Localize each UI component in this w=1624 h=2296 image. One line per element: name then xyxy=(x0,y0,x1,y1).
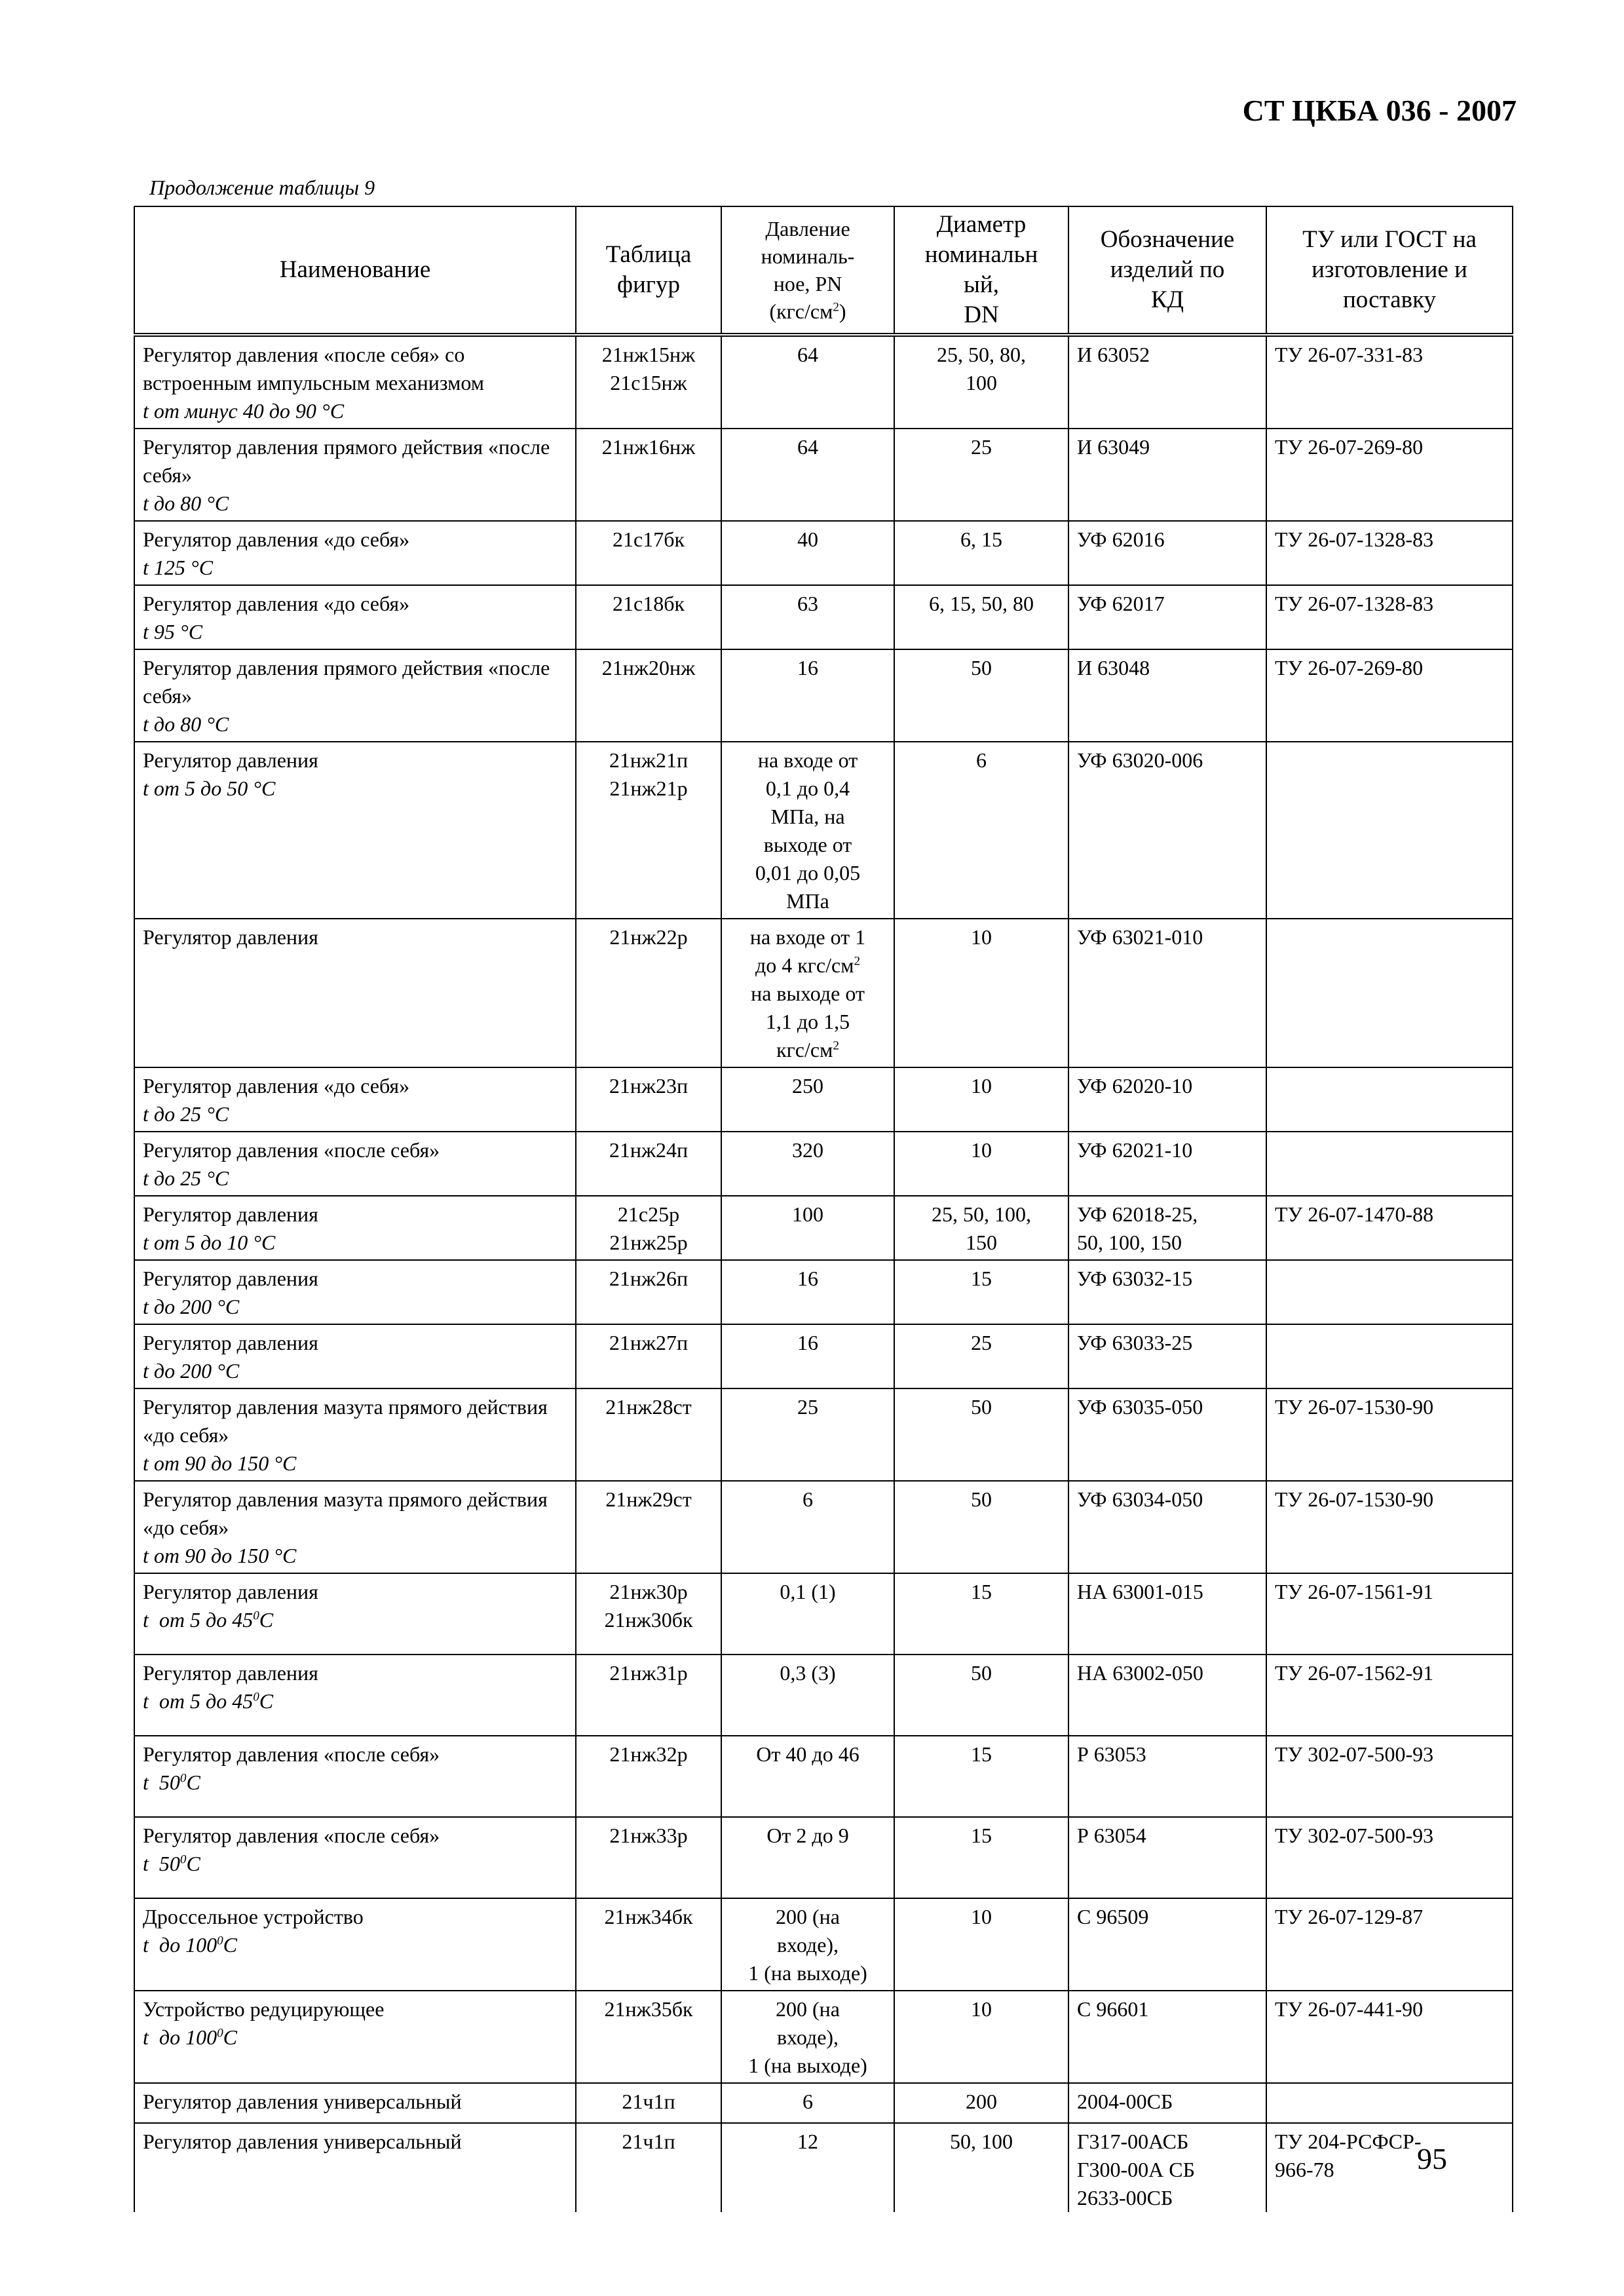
cell-pressure: 12 xyxy=(721,2123,894,2212)
cell-diameter: 15 xyxy=(894,1736,1068,1817)
cell-name: Регулятор давления прямого действия «после себя» t до 80 °C xyxy=(134,649,576,742)
cell-figures: 21нж30р 21нж30бк xyxy=(576,1573,721,1655)
cell-name: Устройство редуцирующее t до $100^0C$ xyxy=(134,1991,576,2083)
cell-pressure: 100 xyxy=(721,1196,894,1260)
cell-standard: ТУ 26-07-269-80 xyxy=(1266,429,1513,521)
cell-pressure: 64 xyxy=(721,429,894,521)
cell-standard: ТУ 302-07-500-93 xyxy=(1266,1736,1513,1817)
cell-designation: Р 63053 xyxy=(1068,1736,1266,1817)
table-caption: Продолжение таблицы 9 xyxy=(149,176,375,199)
cell-standard xyxy=(1266,742,1513,919)
cell-name: Регулятор давления «после себя» со встроенным импульсным механизмом t от минус 40 до 90 °C xyxy=(134,335,576,429)
header-pressure: Давление номиналь- ное, PN $(кгс/см^2)$ xyxy=(721,206,894,335)
cell-figures: 21нж23п xyxy=(576,1067,721,1132)
cell-diameter: 50 xyxy=(894,1388,1068,1481)
cell-standard: ТУ 26-07-129-87 xyxy=(1266,1898,1513,1991)
table-row xyxy=(134,335,1513,429)
cell-figures: 21нж33р xyxy=(576,1817,721,1898)
cell-standard: ТУ 26-07-1530-90 xyxy=(1266,1481,1513,1573)
cell-designation: И 63052 xyxy=(1068,335,1266,429)
cell-standard: ТУ 26-07-331-83 xyxy=(1266,335,1513,429)
cell-figures: 21нж21п 21нж21р xyxy=(576,742,721,919)
cell-name: Регулятор давления «до себя» t 125 °C xyxy=(134,521,576,585)
cell-figures: 21нж29ст xyxy=(576,1481,721,1573)
cell-standard: ТУ 26-07-1470-88 xyxy=(1266,1196,1513,1260)
cell-diameter: 50 xyxy=(894,1655,1068,1736)
table-row xyxy=(134,1736,1513,1817)
cell-standard xyxy=(1266,919,1513,1067)
cell-pressure: на входе от 1 до 4 кгс/$см^2$ на выходе от 1,1 до 1,5 кгс/$см^2$ xyxy=(721,919,894,1067)
cell-figures: 21ч1п xyxy=(576,2083,721,2123)
cell-pressure: 200 (на входе), 1 (на выходе) xyxy=(721,1991,894,2083)
table-row xyxy=(134,521,1513,585)
cell-name: Регулятор давления «после себя» t $50^0C$ xyxy=(134,1817,576,1898)
cell-diameter: 15 xyxy=(894,1573,1068,1655)
cell-pressure: 320 xyxy=(721,1132,894,1196)
cell-name: Регулятор давления «после себя» t $50^0C$ xyxy=(134,1736,576,1817)
cell-pressure: 64 xyxy=(721,335,894,429)
cell-pressure: 63 xyxy=(721,585,894,649)
table-row xyxy=(134,1388,1513,1481)
table-row xyxy=(134,1898,1513,1991)
table-row xyxy=(134,1573,1513,1655)
cell-name: Регулятор давления t от 5 до 10 °C xyxy=(134,1196,576,1260)
cell-name: Регулятор давления универсальный xyxy=(134,2123,576,2212)
cell-designation: И 63049 xyxy=(1068,429,1266,521)
header-figures: Таблица фигур xyxy=(576,206,721,335)
cell-designation: УФ 62020-10 xyxy=(1068,1067,1266,1132)
table-row xyxy=(134,429,1513,521)
cell-pressure: 40 xyxy=(721,521,894,585)
cell-name: Регулятор давления t до 200 °C xyxy=(134,1324,576,1388)
cell-name: Регулятор давления мазута прямого действия «до себя» t от 90 до 150 °C xyxy=(134,1388,576,1481)
cell-standard: ТУ 26-07-1530-90 xyxy=(1266,1388,1513,1481)
cell-pressure: 16 xyxy=(721,649,894,742)
table-row xyxy=(134,1817,1513,1898)
cell-name: Регулятор давления t от 5 до $45^0C$ xyxy=(134,1655,576,1736)
regulators-table xyxy=(134,206,1513,2212)
cell-name: Регулятор давления универсальный xyxy=(134,2083,576,2123)
table-row xyxy=(134,1067,1513,1132)
cell-diameter: 50 xyxy=(894,649,1068,742)
cell-figures: 21нж26п xyxy=(576,1260,721,1324)
table-row xyxy=(134,1196,1513,1260)
cell-pressure: на входе от 0,1 до 0,4 МПа, на выходе от 0,01 до 0,05 МПа xyxy=(721,742,894,919)
document-code: СТ ЦКБА 036 - 2007 xyxy=(1242,94,1517,127)
cell-diameter: 10 xyxy=(894,1132,1068,1196)
cell-designation: УФ 63034-050 xyxy=(1068,1481,1266,1573)
cell-designation: С 96509 xyxy=(1068,1898,1266,1991)
cell-diameter: 200 xyxy=(894,2083,1068,2123)
page-number: 95 xyxy=(1417,2142,1447,2175)
cell-designation: НА 63001-015 xyxy=(1068,1573,1266,1655)
cell-designation: УФ 63033-25 xyxy=(1068,1324,1266,1388)
cell-name: Дроссельное устройство t до $100^0C$ xyxy=(134,1898,576,1991)
table-row xyxy=(134,649,1513,742)
cell-figures: 21с25р 21нж25р xyxy=(576,1196,721,1260)
cell-standard xyxy=(1266,1260,1513,1324)
table-row xyxy=(134,1260,1513,1324)
cell-figures: 21нж22р xyxy=(576,919,721,1067)
cell-pressure: 16 xyxy=(721,1260,894,1324)
table-row xyxy=(134,1481,1513,1573)
table-row xyxy=(134,1132,1513,1196)
cell-standard: ТУ 26-07-441-90 xyxy=(1266,1991,1513,2083)
cell-diameter: 50, 100 xyxy=(894,2123,1068,2212)
cell-diameter: 10 xyxy=(894,1991,1068,2083)
cell-figures: 21ч1п xyxy=(576,2123,721,2212)
cell-figures: 21нж32р xyxy=(576,1736,721,1817)
cell-name: Регулятор давления t до 200 °C xyxy=(134,1260,576,1324)
cell-pressure: 200 (на входе), 1 (на выходе) xyxy=(721,1898,894,1991)
cell-standard xyxy=(1266,1067,1513,1132)
table-row xyxy=(134,1324,1513,1388)
cell-standard: ТУ 26-07-1562-91 xyxy=(1266,1655,1513,1736)
cell-figures: 21нж15нж 21с15нж xyxy=(576,335,721,429)
cell-name: Регулятор давления «до себя» t до 25 °C xyxy=(134,1067,576,1132)
cell-diameter: 25, 50, 100, 150 xyxy=(894,1196,1068,1260)
cell-designation: И 63048 xyxy=(1068,649,1266,742)
cell-pressure: От 40 до 46 xyxy=(721,1736,894,1817)
cell-name: Регулятор давления «до себя» t 95 °C xyxy=(134,585,576,649)
cell-diameter: 10 xyxy=(894,1898,1068,1991)
cell-designation: Р 63054 xyxy=(1068,1817,1266,1898)
cell-designation: УФ 63020-006 xyxy=(1068,742,1266,919)
cell-figures: 21нж35бк xyxy=(576,1991,721,2083)
cell-designation: УФ 63032-15 xyxy=(1068,1260,1266,1324)
cell-pressure: 25 xyxy=(721,1388,894,1481)
cell-standard: ТУ 26-07-269-80 xyxy=(1266,649,1513,742)
cell-pressure: 6 xyxy=(721,2083,894,2123)
cell-diameter: 15 xyxy=(894,1817,1068,1898)
cell-figures: 21нж34бк xyxy=(576,1898,721,1991)
cell-standard: ТУ 26-07-1561-91 xyxy=(1266,1573,1513,1655)
cell-designation: С 96601 xyxy=(1068,1991,1266,2083)
cell-pressure: 16 xyxy=(721,1324,894,1388)
cell-diameter: 10 xyxy=(894,1067,1068,1132)
cell-diameter: 25 xyxy=(894,1324,1068,1388)
table-row xyxy=(134,585,1513,649)
header-designation: Обозначение изделий по КД xyxy=(1068,206,1266,335)
cell-designation: Г317-00АСБ Г300-00А СБ 2633-00СБ xyxy=(1068,2123,1266,2212)
cell-standard: ТУ 26-07-1328-83 xyxy=(1266,585,1513,649)
cell-standard xyxy=(1266,2083,1513,2123)
cell-diameter: 25, 50, 80, 100 xyxy=(894,335,1068,429)
cell-designation: НА 63002-050 xyxy=(1068,1655,1266,1736)
cell-diameter: 6, 15, 50, 80 xyxy=(894,585,1068,649)
cell-designation: УФ 62021-10 xyxy=(1068,1132,1266,1196)
cell-pressure: 6 xyxy=(721,1481,894,1573)
table-row xyxy=(134,919,1513,1067)
cell-diameter: 50 xyxy=(894,1481,1068,1573)
cell-standard: ТУ 204-РСФСР- 966-78 xyxy=(1266,2123,1513,2212)
header-standard: ТУ или ГОСТ на изготовление и поставку xyxy=(1266,206,1513,335)
cell-figures: 21нж20нж xyxy=(576,649,721,742)
cell-name: Регулятор давления «после себя» t до 25 °C xyxy=(134,1132,576,1196)
table-row xyxy=(134,2083,1513,2123)
cell-designation: УФ 62018-25, 50, 100, 150 xyxy=(1068,1196,1266,1260)
cell-pressure: 250 xyxy=(721,1067,894,1132)
cell-name: Регулятор давления прямого действия «после себя» t до 80 °C xyxy=(134,429,576,521)
cell-standard xyxy=(1266,1324,1513,1388)
cell-diameter: 6, 15 xyxy=(894,521,1068,585)
cell-designation: УФ 62016 xyxy=(1068,521,1266,585)
cell-designation: УФ 63035-050 xyxy=(1068,1388,1266,1481)
cell-diameter: 25 xyxy=(894,429,1068,521)
header-name: Наименование xyxy=(134,206,576,335)
cell-figures: 21с18бк xyxy=(576,585,721,649)
table-header-row xyxy=(134,206,1513,335)
cell-figures: 21с17бк xyxy=(576,521,721,585)
cell-name: Регулятор давления xyxy=(134,919,576,1067)
table-row xyxy=(134,1991,1513,2083)
cell-diameter: 15 xyxy=(894,1260,1068,1324)
cell-pressure: 0,1 (1) xyxy=(721,1573,894,1655)
cell-figures: 21нж28ст xyxy=(576,1388,721,1481)
cell-standard: ТУ 26-07-1328-83 xyxy=(1266,521,1513,585)
cell-diameter: 6 xyxy=(894,742,1068,919)
table-row xyxy=(134,742,1513,919)
cell-designation: 2004-00СБ xyxy=(1068,2083,1266,2123)
cell-figures: 21нж24п xyxy=(576,1132,721,1196)
cell-designation: УФ 63021-010 xyxy=(1068,919,1266,1067)
cell-name: Регулятор давления t от 5 до $45^0C$ xyxy=(134,1573,576,1655)
cell-name: Регулятор давления мазута прямого действия «до себя» t от 90 до 150 °C xyxy=(134,1481,576,1573)
cell-pressure: 0,3 (3) xyxy=(721,1655,894,1736)
header-diameter: Диаметр номинальн ый, DN xyxy=(894,206,1068,335)
cell-figures: 21нж31р xyxy=(576,1655,721,1736)
cell-standard: ТУ 302-07-500-93 xyxy=(1266,1817,1513,1898)
cell-pressure: От 2 до 9 xyxy=(721,1817,894,1898)
cell-figures: 21нж27п xyxy=(576,1324,721,1388)
cell-figures: 21нж16нж xyxy=(576,429,721,521)
cell-standard xyxy=(1266,1132,1513,1196)
cell-diameter: 10 xyxy=(894,919,1068,1067)
table-row xyxy=(134,1655,1513,1736)
cell-designation: УФ 62017 xyxy=(1068,585,1266,649)
cell-name: Регулятор давления t от 5 до 50 °C xyxy=(134,742,576,919)
